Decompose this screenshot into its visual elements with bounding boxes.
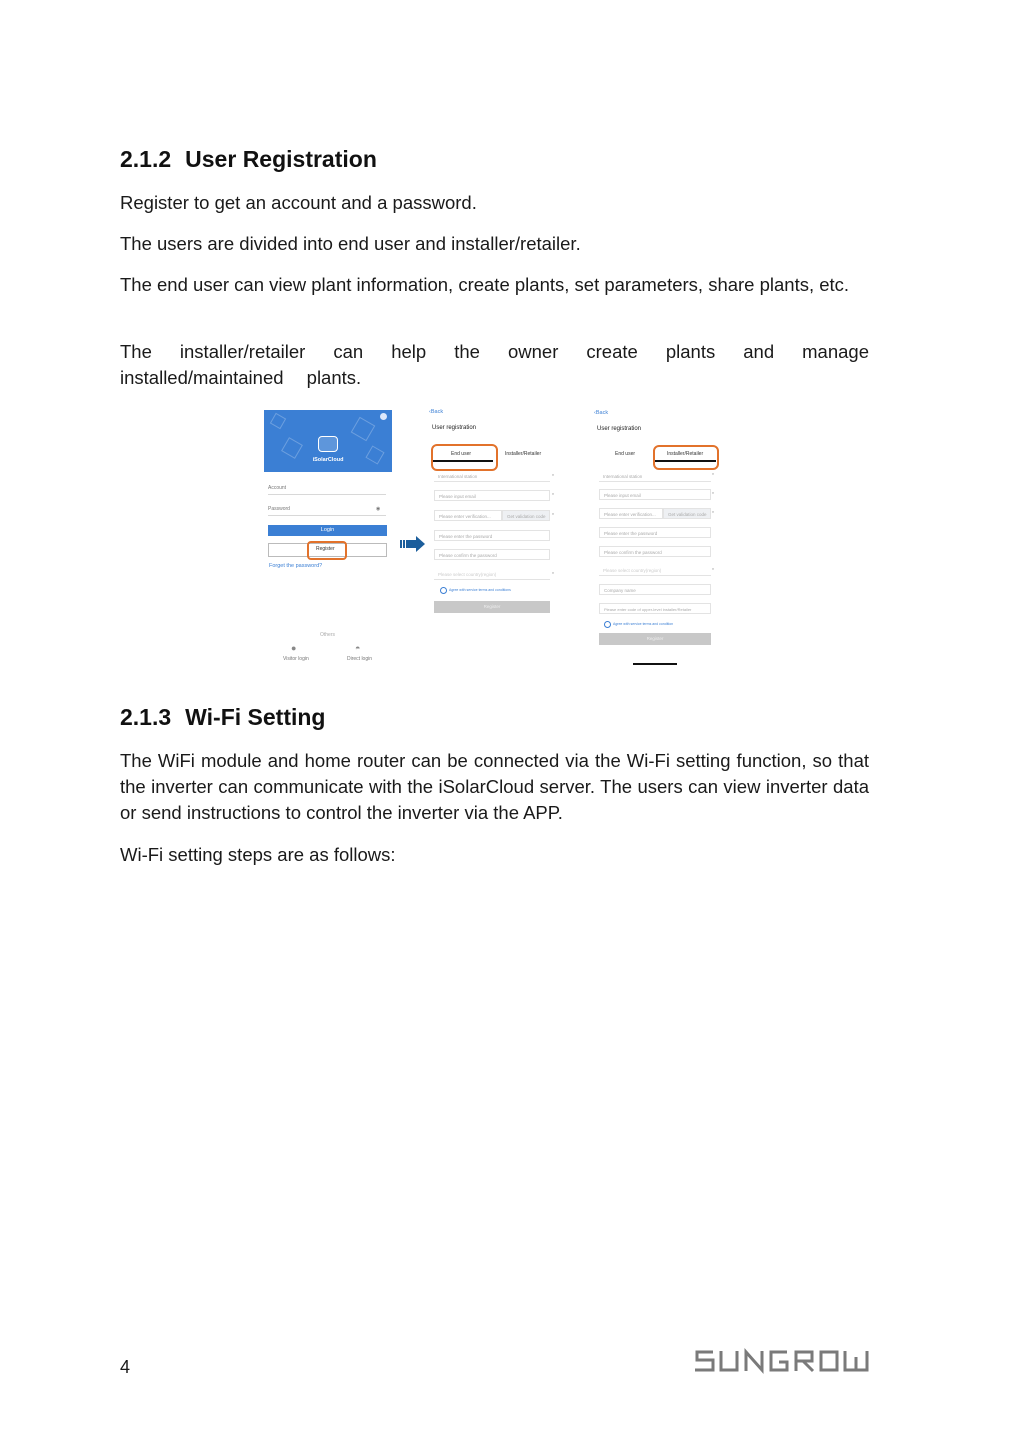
country-select[interactable]: Please select country(region) — [434, 569, 550, 580]
confirm-password-field[interactable]: Please confirm the password — [599, 546, 711, 557]
paragraph: The users are divided into end user and installer/retailer. — [120, 233, 581, 254]
email-field[interactable]: Please input email — [599, 489, 711, 500]
verification-field[interactable]: Please enter verification... — [434, 510, 502, 521]
required-mark: * — [552, 474, 554, 480]
section-number: 2.1.3 — [120, 704, 172, 730]
agree-terms[interactable]: Agree with service terms and conditions — [449, 588, 511, 592]
section-number: 2.1.2 — [120, 146, 172, 172]
section-heading — [120, 704, 325, 731]
visitor-icon: ● — [291, 643, 297, 653]
home-indicator — [633, 663, 677, 665]
back-link[interactable]: ‹Back — [429, 409, 444, 415]
cloud-icon — [318, 436, 338, 452]
forgot-password-link[interactable]: Forget the password? — [269, 563, 323, 569]
page-number: 4 — [120, 1357, 131, 1377]
screen-title: User registration — [432, 425, 477, 431]
paragraph: Wi-Fi setting steps are as follows: — [120, 844, 396, 865]
others-label: Others — [320, 632, 336, 638]
section-heading — [120, 146, 377, 173]
required-mark: * — [712, 511, 714, 517]
direct-login[interactable]: Direct login — [347, 656, 373, 662]
agree-terms[interactable]: Agree with service terms and condition — [613, 622, 674, 626]
password-field[interactable]: Please enter the password — [434, 530, 550, 541]
required-mark: * — [712, 473, 714, 479]
register-submit-button[interactable]: Register — [434, 601, 550, 613]
paragraph: Register to get an account and a password. — [120, 192, 477, 213]
section-title: Wi-Fi Setting — [185, 704, 326, 730]
figure-login-screen — [264, 410, 392, 668]
screen-title: User registration — [597, 426, 642, 432]
eye-icon: ◉ — [376, 506, 381, 512]
section-title: User Registration — [185, 146, 377, 172]
paragraph: The end user can view plant information, create plants, set parameters, share plants, etc. — [120, 274, 850, 295]
tab-installer[interactable]: Installer/Retailer — [505, 451, 542, 457]
tab-end-user[interactable]: End user — [451, 451, 472, 457]
required-mark: * — [712, 492, 714, 498]
station-select[interactable]: International station — [599, 471, 711, 482]
highlight-end-user — [431, 444, 498, 471]
password-input[interactable]: Password ◉ — [268, 506, 386, 516]
direct-login-icon: ◓ — [355, 643, 361, 653]
app-banner — [264, 410, 392, 472]
verification-field[interactable]: Please enter verification... — [599, 508, 663, 519]
login-button[interactable]: Login — [268, 525, 387, 536]
required-mark: * — [552, 493, 554, 499]
validation-code-button[interactable]: Get validation code — [502, 510, 550, 521]
company-field[interactable]: Company name — [599, 584, 711, 595]
required-mark: * — [552, 572, 554, 578]
password-field[interactable]: Please enter the password — [599, 527, 711, 538]
visitor-login[interactable]: Visitor login — [283, 656, 309, 662]
register-submit-button[interactable]: Register — [599, 633, 711, 645]
tab-end-user[interactable]: End user — [615, 451, 636, 457]
station-select[interactable]: International station — [434, 471, 550, 482]
country-select[interactable]: Please select country(region) — [599, 565, 711, 576]
confirm-password-field[interactable]: Please confirm the password — [434, 549, 550, 560]
account-input[interactable]: Account — [268, 485, 386, 495]
email-field[interactable]: Please input email — [434, 490, 550, 501]
register-label: Register — [316, 546, 335, 552]
upper-level-code-field[interactable]: Please enter code of upper-level installer/Retailer — [599, 603, 711, 614]
back-link[interactable]: ‹Back — [594, 410, 609, 416]
tab-installer[interactable]: Installer/Retailer — [667, 451, 704, 457]
sungrow-logo — [693, 1348, 869, 1374]
agree-checkbox[interactable] — [440, 587, 447, 594]
app-brand: iSolarCloud — [312, 457, 344, 463]
agree-checkbox[interactable] — [604, 621, 611, 628]
validation-code-button[interactable]: Get validation code — [663, 508, 711, 519]
required-mark: * — [712, 568, 714, 574]
highlight-installer — [653, 445, 719, 470]
arrow-right-icon — [400, 536, 426, 552]
paragraph: The WiFi module and home router can be connected via the Wi-Fi setting function, so that the inverter can communicate with the iSolarCloud server. The users can view inverter data or send instructions to control the inverter via the APP. — [120, 750, 869, 823]
settings-icon — [380, 413, 387, 420]
required-mark: * — [552, 513, 554, 519]
paragraph: The installer/retailer can help the owner create plants and manage installed/maintained plants. — [120, 341, 869, 388]
